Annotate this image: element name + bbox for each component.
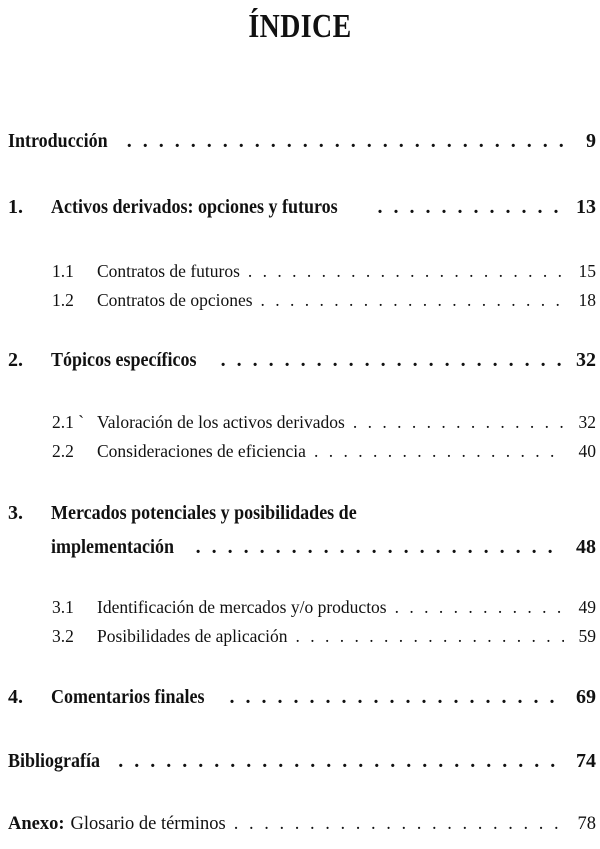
toc-entry-chapter-2[interactable] — [8, 349, 596, 372]
toc-entry-page: 78 — [577, 814, 596, 834]
toc-entry-section-1-1[interactable] — [8, 261, 596, 282]
toc-entry-number: 2. — [8, 349, 23, 371]
page-title: ÍNDICE — [248, 8, 352, 45]
toc-entry-chapter-1[interactable] — [8, 196, 596, 219]
toc-entry-label: Bibliografía — [8, 750, 101, 772]
toc-entry-number: 1.2 — [52, 290, 74, 310]
toc-entry-label: Comentarios finales — [51, 686, 205, 708]
toc-entry-number: 1.1 — [52, 261, 74, 281]
toc-entry-page: 15 — [578, 261, 596, 281]
toc-entry-prefix: Anexo: — [8, 814, 65, 834]
toc-entry-section-3-1[interactable] — [8, 597, 596, 618]
toc-entry-label: Introducción — [8, 130, 108, 152]
dot-leader — [196, 536, 564, 559]
toc-entry-number: 1. — [8, 196, 23, 218]
toc-entry-label: Tópicos específicos — [51, 349, 197, 371]
toc-entry-section-2-2[interactable] — [8, 441, 596, 462]
dot-leader — [118, 750, 564, 773]
toc-entry-label: Mercados potenciales y posibilidades de — [51, 502, 357, 524]
toc-entry-label: Glosario de términos — [70, 814, 226, 834]
toc-entry-chapter-4[interactable] — [8, 686, 596, 709]
toc-entry-number: 3.2 — [52, 626, 74, 646]
toc-entry-label: Posibilidades de aplicación — [97, 626, 288, 646]
toc-entry-section-2-1[interactable] — [8, 412, 596, 433]
toc-entry-page: 49 — [578, 597, 596, 617]
dot-leader — [314, 441, 564, 462]
toc-entry-label: Contratos de futuros — [97, 261, 240, 281]
toc-entry-page: 48 — [576, 536, 596, 558]
toc-entry-label: Contratos de opciones — [97, 290, 253, 310]
dot-leader — [395, 597, 564, 618]
toc-entry-page: 40 — [578, 441, 596, 461]
toc-entry-label: Consideraciones de eficiencia — [97, 441, 306, 461]
toc-entry-page: 32 — [578, 412, 596, 432]
toc-entry-page: 13 — [576, 196, 596, 218]
toc-entry-chapter-3-line1[interactable] — [8, 502, 596, 525]
toc-entry-page: 32 — [576, 349, 596, 371]
dot-leader — [248, 261, 564, 282]
toc-entry-section-1-2[interactable] — [8, 290, 596, 311]
toc-entry-page: 69 — [576, 686, 596, 708]
toc-entry-number: 4. — [8, 686, 23, 708]
toc-entry-section-3-2[interactable] — [8, 626, 596, 647]
dot-leader — [221, 349, 564, 372]
toc-entry-label: Activos derivados: opciones y futuros — [51, 196, 338, 218]
toc-entry-page: 59 — [578, 626, 596, 646]
dot-leader — [230, 686, 564, 709]
toc-entry-page: 9 — [586, 130, 596, 152]
dot-leader — [234, 814, 564, 835]
dot-leader — [261, 290, 564, 311]
toc-entry-number: 2.1 ` — [52, 412, 85, 432]
toc-entry-page: 74 — [576, 750, 596, 772]
toc-entry-introduccion[interactable] — [8, 130, 596, 153]
dot-leader — [296, 626, 564, 647]
toc-entry-number: 3.1 — [52, 597, 74, 617]
toc-entry-number: 2.2 — [52, 441, 74, 461]
toc-entry-chapter-3-line2[interactable] — [51, 536, 596, 559]
dot-leader — [378, 196, 564, 219]
toc-entry-label: Identificación de mercados y/o productos — [97, 597, 387, 617]
dot-leader — [127, 130, 564, 153]
dot-leader — [353, 412, 564, 433]
toc-entry-label: Valoración de los activos derivados — [97, 412, 345, 432]
toc-entry-number: 3. — [8, 502, 23, 524]
toc-entry-anexo[interactable] — [8, 814, 596, 835]
toc-entry-label: implementación — [51, 536, 174, 558]
toc-entry-page: 18 — [578, 290, 596, 310]
toc-entry-bibliografia[interactable] — [8, 750, 596, 773]
